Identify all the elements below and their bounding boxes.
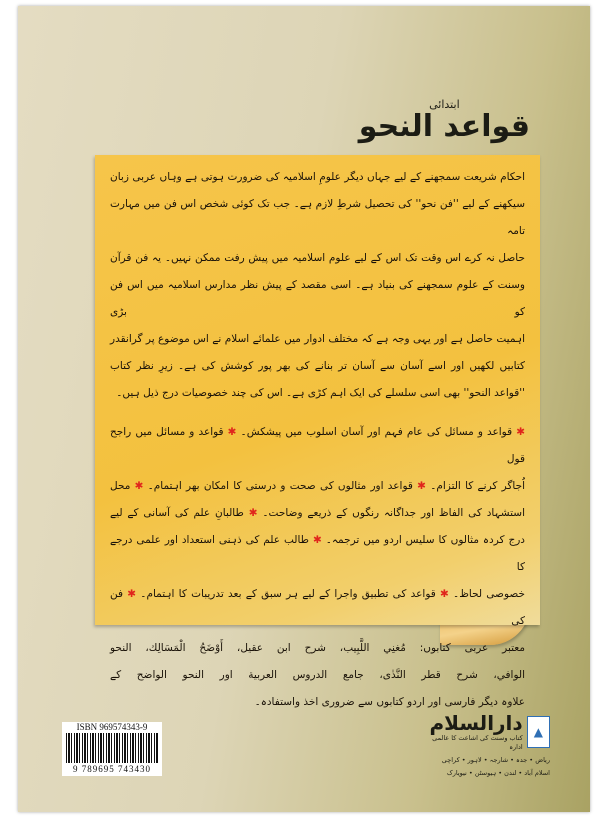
bullet-star-icon: ✱: [248, 507, 258, 519]
publisher-block: [420, 712, 550, 778]
barcode-bars: [66, 733, 158, 763]
intro-paragraph: [110, 164, 525, 407]
book-title: قواعد النحو: [358, 109, 530, 144]
isbn-barcode: [62, 722, 162, 776]
barcode-number: 9 789695 743430: [73, 764, 151, 774]
text-line: وسنت کے علوم سمجھنے کی بنیاد ہے۔ اسی مقصد کے پیش نظر مدارس اسلامیہ میں اس فن کو بڑی: [110, 279, 525, 318]
text-line: استشہاد کی الفاظ اور جداگانہ رنگوں کے ذریعے وضاحت۔ ✱ طالبانِ علم کی آسانی کے لیے: [110, 507, 525, 519]
text-line: سیکھنے کے لیے ''فن نحو'' کی تحصیل شرطِ لازم ہے۔ جب تک کوئی شخص اس فن میں مہارت تامہ: [110, 198, 525, 237]
bullet-star-icon: ✱: [134, 480, 144, 492]
publisher-cities-1: ریاض • جدہ • شارجہ • لاہور • کراچی: [441, 756, 550, 764]
text-line: الوافي، شرح قطر النَّدٰى، جامع الدروس العربية اور النحو الواضح کے: [110, 669, 525, 681]
description-text: [110, 164, 525, 716]
text-line: اُجاگر کرنے کا التزام۔ ✱ قواعد اور مثالوں کی صحت و درستی کا امکان بھر اہتمام۔ ✱ محل: [110, 480, 526, 492]
text-line: احکام شریعت سمجھنے کے لیے جہاں دیگر علومِ اسلامیہ کی ضرورت ہوتی ہے وہاں عربی زبان: [110, 171, 525, 183]
book-title-block: [359, 98, 530, 144]
bullet-star-icon: ✱: [227, 426, 237, 438]
features-paragraph: [110, 419, 525, 716]
text-line: معتبر عربی کتابوں: مُغنِي اللَّبِيب، شرح ابن عقيل، أَوْضَحُ الْمَسَالِك، النحو: [110, 642, 525, 654]
bullet-star-icon: ✱: [417, 480, 426, 492]
publisher-name: دارالسلام: [429, 711, 523, 735]
text-line: کتابیں لکھیں اور اسے آسان سے آسان تر بنانے کی بھر پور کوشش کی ہے۔ زیرِ نظر کتاب: [110, 360, 525, 372]
publisher-tagline: کتاب وسنت کی اشاعت کا عالمی ادارہ: [432, 734, 523, 751]
text-line: حاصل نہ کرے اس وقت تک اس کے لیے علوم اسلامیہ میں پیش رفت ممکن نہیں۔ یہ فن قرآن: [110, 252, 525, 264]
text-line: علاوہ دیگر فارسی اور اردو کتابوں سے ضروری اخذ واستفادہ۔: [254, 696, 525, 708]
text-line: خصوصی لحاظ۔ ✱ قواعد کی تطبیق واجرا کے لیے ہر سبق کے بعد تدریبات کا اہتمام۔ ✱ فن کی: [110, 588, 525, 627]
text-line: ''قواعد النحو'' بھی اسی سلسلے کی ایک اہم کڑی ہے۔ اس کی چند خصوصیات درج ذیل ہیں۔: [116, 387, 525, 399]
bullet-star-icon: ✱: [127, 588, 137, 600]
book-subtitle: ابتدائی: [429, 98, 460, 111]
bullet-star-icon: ✱: [440, 588, 449, 600]
isbn-label: ISBN 969574343-9: [76, 722, 148, 732]
bullet-star-icon: ✱: [516, 426, 525, 438]
publisher-cities-2: اسلام آباد • لندن • ہیوسٹن • نیویارک: [446, 769, 550, 777]
bullet-star-icon: ✱: [312, 534, 322, 546]
text-line: ✱ قواعد و مسائل کی عام فہم اور آسان اسلوب میں پیشکش۔ ✱ قواعد و مسائل میں راجح قول: [110, 426, 525, 465]
text-line: درج کردہ مثالوں کا سلیس اردو میں ترجمہ۔ ✱ طالب علم کی ذہنی استعداد اور علمی درجے کا: [110, 534, 525, 573]
publisher-logo-icon: ▲: [527, 716, 550, 748]
text-line: اہمیت حاصل ہے اور یہی وجہ ہے کہ مختلف ادوار میں علمائے اسلام نے اس موضوع پر گرانقدر: [110, 333, 525, 345]
